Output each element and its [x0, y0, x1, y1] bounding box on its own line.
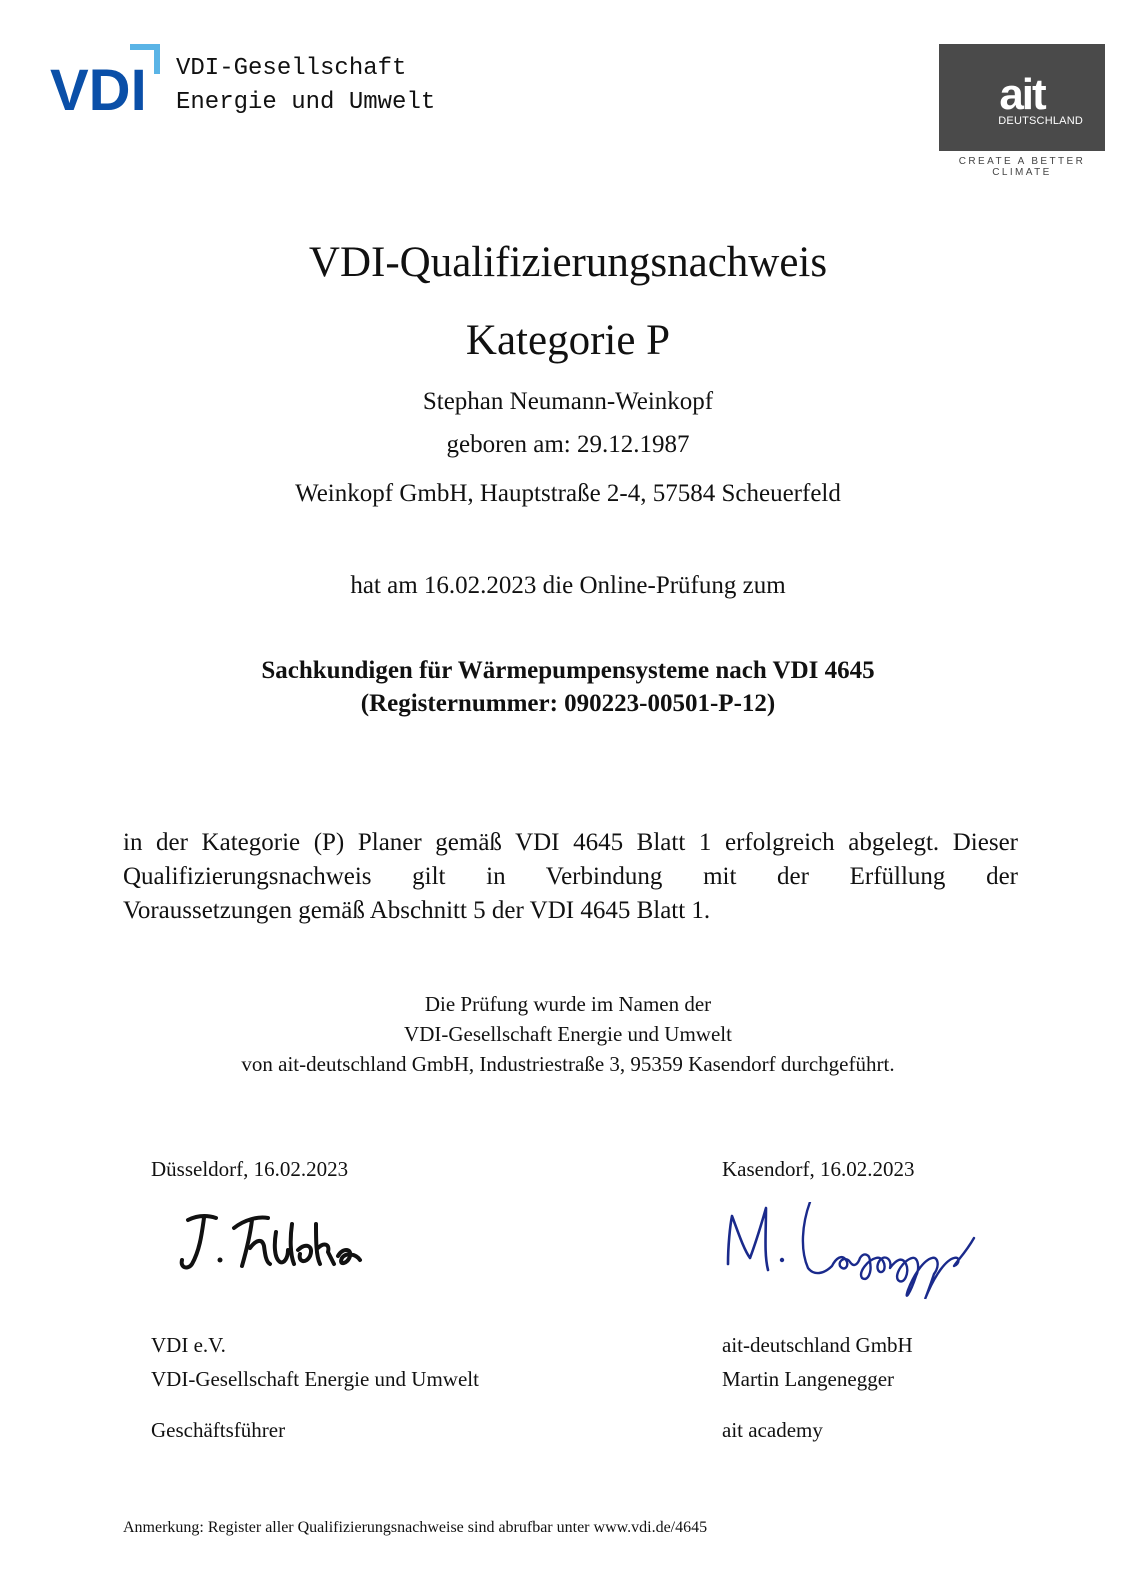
- certificate-title: VDI-Qualifizierungsnachweis: [308, 239, 828, 286]
- ait-logo: [939, 44, 1105, 151]
- register-number: (Registernummer: 090223-00501-P-12): [360, 690, 776, 717]
- org-line-1: VDI-Gesellschaft: [176, 55, 407, 82]
- left-organization-division: VDI-Gesellschaft Energie und Umwelt: [151, 1367, 479, 1391]
- right-role: ait academy: [722, 1418, 823, 1442]
- holder-name: Stephan Neumann-Weinkopf: [422, 388, 714, 415]
- paragraph-line: Voraussetzungen gemäß Abschnitt 5 der VDI 4645 Blatt 1.: [123, 897, 711, 924]
- right-signature: [722, 1202, 992, 1322]
- executed-line: von ait-deutschland GmbH, Industriestraße 3, 95359 Kasendorf durchgeführt.: [241, 1052, 895, 1076]
- left-organization: VDI e.V.: [151, 1333, 226, 1357]
- left-role: Geschäftsführer: [151, 1418, 286, 1442]
- ait-logo-text: ait: [999, 70, 1045, 119]
- paragraph-line: Qualifizierungsnachweis gilt in Verbindung mit der Erfüllung der: [123, 863, 1018, 890]
- paragraph-line: in der Kategorie (P) Planer gemäß VDI 4645 Blatt 1 erfolgreich abgelegt. Dieser: [123, 829, 1018, 856]
- executed-line: VDI-Gesellschaft Energie und Umwelt: [404, 1022, 732, 1046]
- executed-line: Die Prüfung wurde im Namen der: [424, 992, 712, 1016]
- ait-claim: CREATE A BETTER CLIMATE: [958, 156, 1086, 178]
- right-organization: ait-deutschland GmbH: [722, 1333, 913, 1357]
- left-signature: [170, 1202, 370, 1292]
- vdi-logo: [50, 44, 162, 116]
- footnote: Anmerkung: Register aller Qualifizierungsnachweise sind abrufbar unter www.vdi.de/4645: [123, 1519, 708, 1536]
- holder-company: Weinkopf GmbH, Hauptstraße 2-4, 57584 Scheuerfeld: [295, 480, 841, 507]
- left-place-date: Düsseldorf, 16.02.2023: [151, 1157, 349, 1181]
- exam-statement: hat am 16.02.2023 die Online-Prüfung zum: [350, 572, 786, 599]
- vdi-organization-name: [176, 52, 435, 120]
- ait-logo-subtitle: DEUTSCHLAND: [998, 115, 1083, 127]
- holder-birthdate: geboren am: 29.12.1987: [446, 431, 690, 458]
- org-line-2: Energie und Umwelt: [176, 89, 436, 116]
- right-signatory-name: Martin Langenegger: [722, 1367, 895, 1391]
- qualification-paragraph: [123, 826, 1018, 928]
- vdi-logo-text: VDI: [50, 58, 147, 116]
- right-place-date: Kasendorf, 16.02.2023: [722, 1157, 915, 1181]
- certificate-category: Kategorie P: [465, 317, 671, 364]
- qualification-title: Sachkundigen für Wärmepumpensysteme nach VDI 4645: [261, 657, 875, 684]
